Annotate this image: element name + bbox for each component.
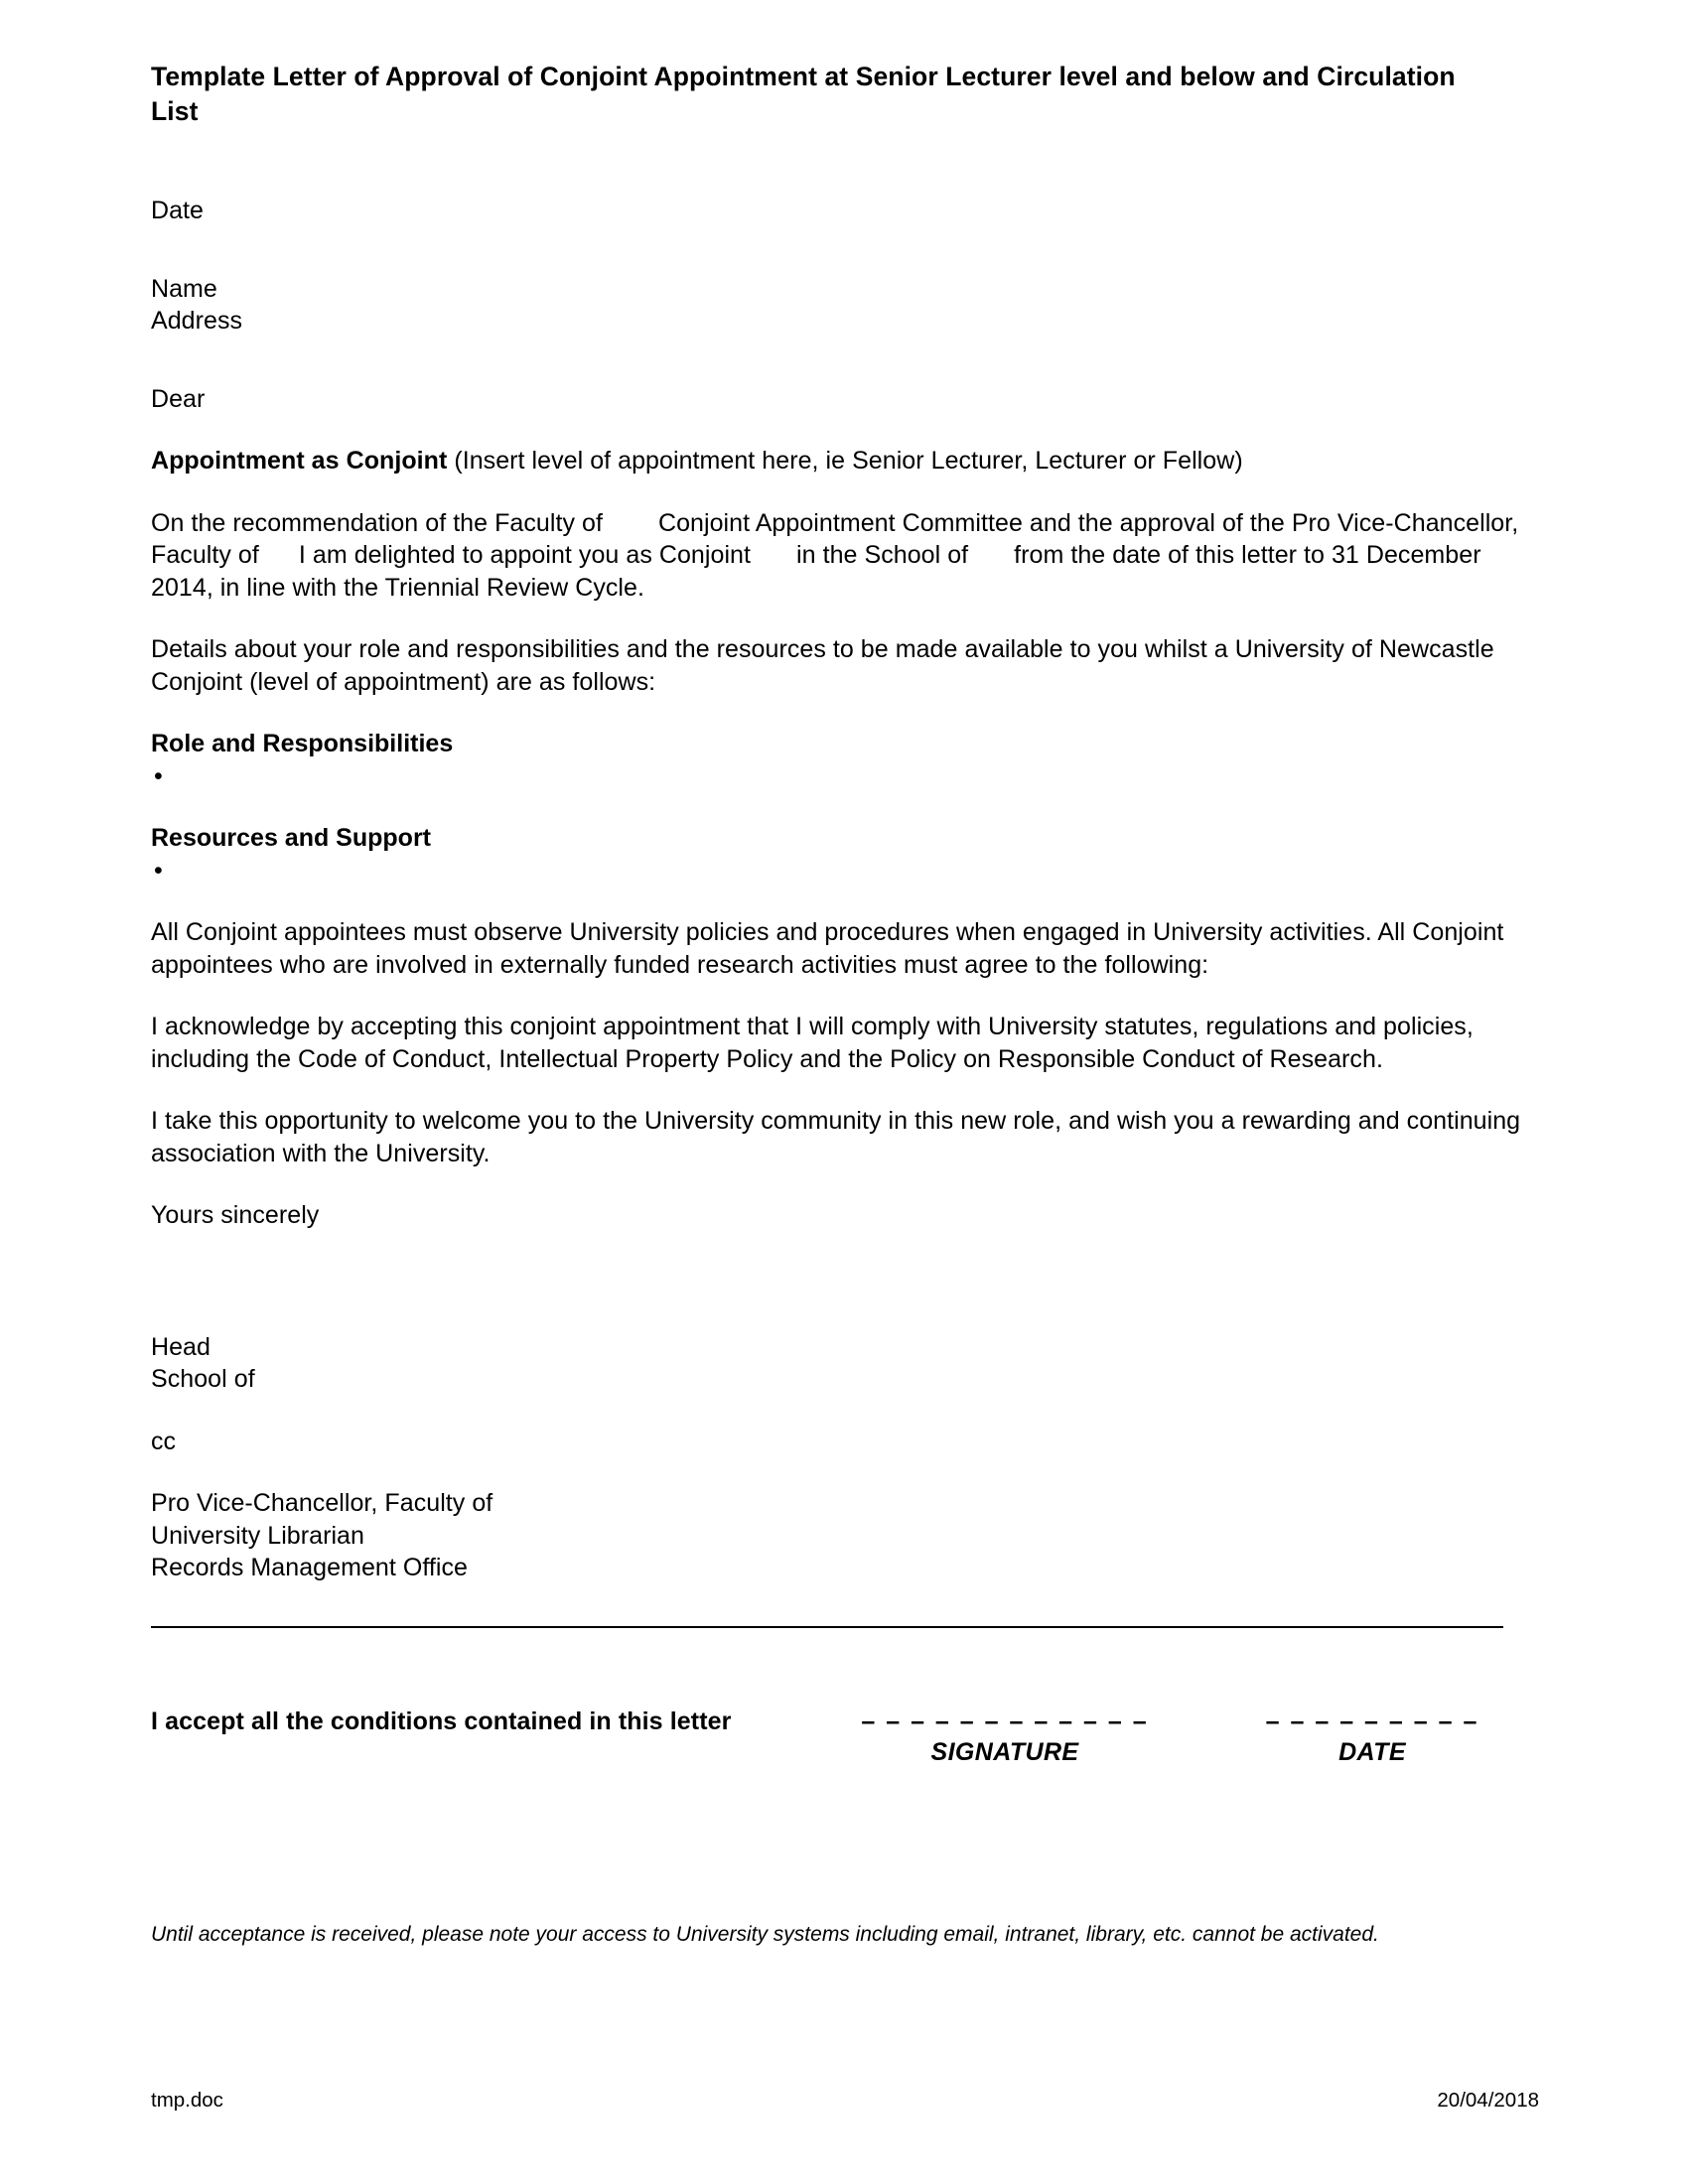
acceptance-block	[151, 1698, 1539, 1807]
page-footer	[151, 2089, 1539, 2113]
date-dashed-line: – – – – – – – – –	[1265, 1706, 1479, 1735]
spacer	[151, 227, 1539, 273]
spacer	[151, 698, 1539, 728]
bullet-icon: •	[154, 856, 163, 885]
cc-label: cc	[151, 1427, 177, 1455]
para1-segment-3: I am delighted to appoint you as Conjoint	[298, 541, 752, 570]
para1-segment-1: On the recommendation of the Faculty of	[151, 508, 603, 537]
signature-field[interactable]	[846, 1706, 1164, 1767]
bullet-icon: •	[154, 761, 163, 790]
signature-caption: SIGNATURE	[930, 1737, 1079, 1766]
paragraph-appointment-details	[151, 507, 1539, 605]
spacer	[151, 1075, 1539, 1105]
subject-instruction-text: (Insert level of appointment here, ie Senior Lecturer, Lecturer or Fellow)	[454, 447, 1243, 476]
signatory-title: Head	[151, 1332, 211, 1361]
heading-resources-and-support: Resources and Support	[151, 824, 431, 853]
spacer	[151, 338, 1539, 383]
spacer	[151, 129, 1539, 195]
signatory-school: School of	[151, 1365, 255, 1394]
closing-salutation: Yours sincerely	[151, 1201, 320, 1230]
paragraph-welcome: I take this opportunity to welcome you to the University community in this new role, and wish you a rewarding and continuing association with the University.	[151, 1107, 1521, 1167]
footer-date: 20/04/2018	[1437, 2089, 1539, 2112]
page-title: Template Letter of Approval of Conjoint Appointment at Senior Lecturer level and below and Circulation List	[151, 62, 1456, 127]
acceptance-statement: I accept all the conditions contained in this letter	[151, 1706, 732, 1735]
spacer	[151, 478, 1539, 507]
spacer	[151, 1169, 1539, 1199]
signature-space	[151, 1232, 1539, 1331]
spacer	[151, 415, 1539, 445]
date-caption: DATE	[1338, 1737, 1406, 1766]
salutation: Dear	[151, 384, 206, 413]
subject-line	[151, 445, 1539, 478]
spacer	[151, 1457, 1539, 1487]
recipient-name-label: Name	[151, 274, 217, 303]
para1-segment-5: from the date of this letter to 31 December 2014, in line with the Triennial Review Cycle.	[151, 541, 1481, 602]
spacer	[151, 1807, 1539, 1921]
signature-dashed-line: – – – – – – – – – – – –	[861, 1706, 1149, 1735]
bullet-resources-item	[151, 855, 1539, 887]
bullet-role-item	[151, 760, 1539, 793]
spacer	[151, 981, 1539, 1011]
spacer	[151, 1628, 1539, 1698]
spacer	[151, 792, 1539, 822]
date-field-label: Date	[151, 197, 205, 225]
cc-recipient: University Librarian	[151, 1521, 364, 1550]
date-field[interactable]	[1238, 1706, 1506, 1767]
spacer	[151, 1396, 1539, 1426]
para1-segment-2: Conjoint Appointment Committee and the approval of the Pro Vice-Chancellor, Faculty of	[151, 508, 1519, 570]
para1-segment-4: in the School of	[796, 541, 969, 570]
spacer	[151, 887, 1539, 916]
footer-file-name: tmp.doc	[151, 2089, 223, 2112]
paragraph-acknowledgement: I acknowledge by accepting this conjoint appointment that I will comply with University statutes, regulations and policies, including the Code of Conduct, Intellectual Property Policy and the Policy on Responsible Conduct of Research.	[151, 1013, 1474, 1073]
cc-recipient: Pro Vice-Chancellor, Faculty of	[151, 1489, 493, 1518]
subject-bold-text: Appointment as Conjoint	[151, 447, 448, 476]
heading-role-and-responsibilities: Role and Responsibilities	[151, 730, 454, 758]
paragraph-role-intro: Details about your role and responsibilities and the resources to be made available to you whilst a University of Newcastle Conjoint (level of appointment) are as follows:	[151, 635, 1494, 696]
spacer	[151, 1584, 1539, 1626]
spacer	[151, 604, 1539, 633]
acceptance-footnote: Until acceptance is received, please note your access to University systems including email, intranet, library, etc. cannot be activated.	[151, 1922, 1379, 1946]
paragraph-policies: All Conjoint appointees must observe University policies and procedures when engaged in University activities. All Conjoint appointees who are involved in externally funded research activities must agree to the following:	[151, 918, 1504, 979]
cc-recipient: Records Management Office	[151, 1554, 468, 1582]
recipient-address-label: Address	[151, 307, 243, 336]
